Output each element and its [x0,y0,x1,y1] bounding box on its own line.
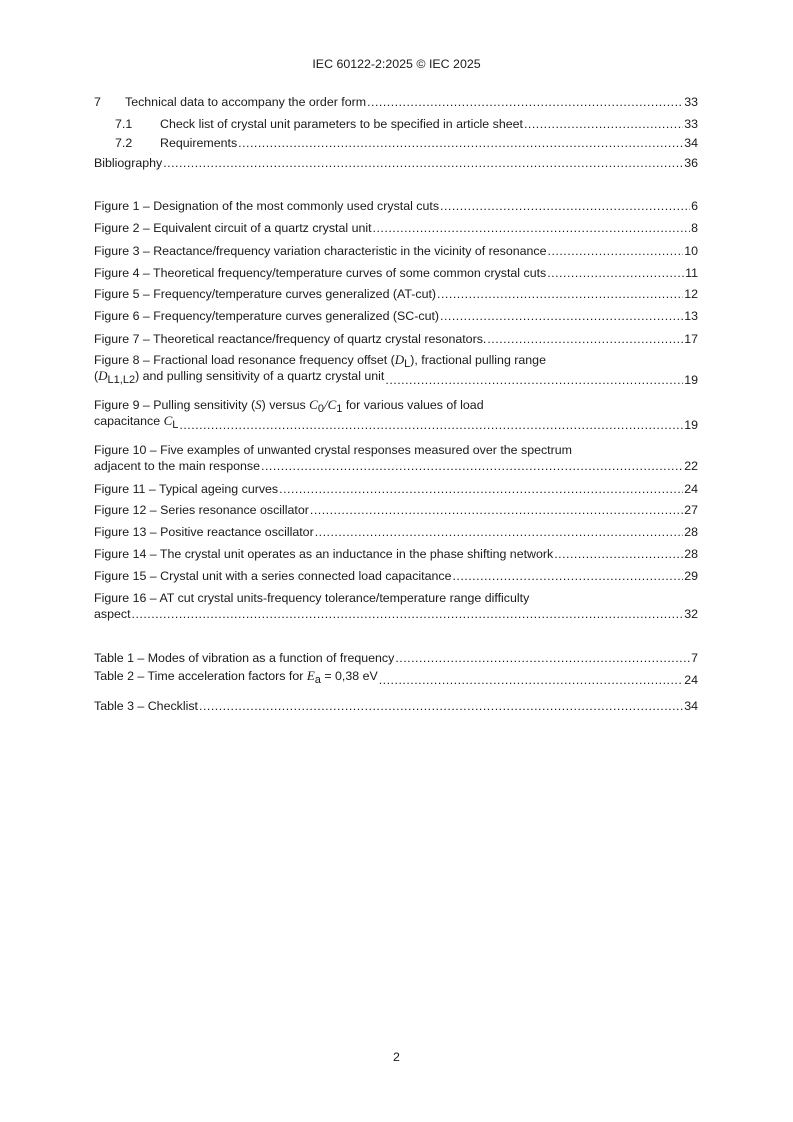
dot-leader [440,198,690,214]
page-number: 36 [684,156,698,170]
toc-entry-figure-16[interactable] [94,590,698,622]
toc-entry-figure-9[interactable] [94,397,698,433]
dot-leader [385,372,683,388]
math-subscript: L [404,358,411,370]
math-symbol: D [394,352,405,367]
label-text: ) and pulling sensitivity of a quartz crystal unit [135,369,385,383]
dot-leader [199,698,683,714]
toc-entry-figure-2[interactable] [94,220,698,236]
dot-leader [440,308,683,324]
math-symbol: / [323,397,328,412]
page-number: 32 [684,607,698,621]
clause-number: 7.2 [115,136,133,150]
math-subscript: 1 [336,403,343,415]
page-number: 19 [684,418,698,432]
math-symbol: D [98,368,108,383]
toc-entry-label: Figure 15 – Crystal unit with a series connected load capacitance [94,569,452,583]
toc-entry-table-1[interactable] [94,650,698,666]
page-number: 11 [685,266,698,280]
toc-entry-label-line-1: Figure 16 – AT cut crystal units-frequency tolerance/temperature range difficulty [94,591,530,605]
page-number: 17 [684,332,698,346]
toc-entry-figure-14[interactable] [94,546,698,562]
dot-leader [373,220,691,236]
toc-entry-figure-6[interactable] [94,308,698,324]
page-number: 24 [684,673,698,687]
dot-leader [132,606,684,622]
clause-title: Requirements [160,136,238,150]
toc-entry-label: Figure 12 – Series resonance oscillator [94,503,309,517]
running-header: IEC 60122-2:2025 © IEC 2025 [312,57,481,71]
dot-leader [179,417,683,433]
dot-leader [310,502,683,518]
toc-entry-clause-7-2[interactable] [94,135,698,151]
toc-entry-label: Figure 6 – Frequency/temperature curves generalized (SC-cut) [94,309,440,323]
label-text: = 0,38 eV [320,669,378,683]
toc-entry-label-line-1 [94,352,698,368]
toc-entry-label: Figure 14 – The crystal unit operates as an inductance in the phase shifting network [94,547,554,561]
toc-entry-label [94,94,366,110]
math-subscript: a [314,674,321,686]
label-text: Figure 9 – Pulling sensitivity ( [94,398,256,412]
toc-entry-figure-1[interactable] [94,198,698,214]
math-symbol: C [309,397,318,412]
toc-entry-label: Figure 3 – Reactance/frequency variation characteristic in the vicinity of resonance [94,244,547,258]
toc-entry-label: Table 1 – Modes of vibration as a function of frequency [94,651,395,665]
dot-leader [547,265,684,281]
page-number: 6 [691,199,698,213]
page-number: 22 [684,459,698,473]
clause-title: Technical data to accompany the order form [125,95,367,109]
math-symbol: E [306,668,315,683]
toc-entry-label: Figure 7 – Theoretical reactance/frequency of quartz crystal resonators. [94,332,487,346]
clause-title: Check list of crystal unit parameters to be specified in article sheet [160,117,523,131]
dot-leader [395,650,690,666]
toc-entry-figure-13[interactable] [94,524,698,540]
dot-leader [452,568,683,584]
dot-leader [163,155,683,171]
toc-entry-label: Figure 11 – Typical ageing curves [94,482,279,496]
page-number: 7 [691,651,698,665]
toc-entry-label: Figure 4 – Theoretical frequency/temperature curves of some common crystal cuts [94,266,547,280]
math-symbol: C [327,397,337,412]
toc-entry-figure-7[interactable] [94,331,698,347]
toc-entry-table-2[interactable] [94,668,698,688]
dot-leader [238,135,683,151]
dot-leader [279,481,683,497]
toc-entry-label: Bibliography [94,156,163,170]
toc-entry-label-line-1 [94,397,698,413]
page-number: 27 [684,503,698,517]
toc-entry-figure-10[interactable] [94,442,698,474]
toc-entry-figure-5[interactable] [94,286,698,302]
toc-entry-clause-7-1[interactable] [94,116,698,132]
dot-leader [367,94,683,110]
page-number: 19 [684,373,698,387]
toc-entry-label [94,668,378,688]
label-text: Table 2 – Time acceleration factors for [94,669,307,683]
math-subscript: L [172,419,179,431]
clause-number: 7 [94,95,101,109]
math-subscript: L1,L2 [107,374,136,386]
label-text: for various values of load [342,398,484,412]
toc-entry-figure-15[interactable] [94,568,698,584]
clause-number: 7.1 [115,117,133,131]
toc-entry-label: Figure 2 – Equivalent circuit of a quartz crystal unit [94,221,372,235]
toc-entry-bibliography[interactable] [94,155,698,171]
toc-entry-figure-12[interactable] [94,502,698,518]
page-number: 28 [684,547,698,561]
math-symbol: C [163,413,173,428]
page-number: 29 [684,569,698,583]
toc-entry-label: Table 3 – Checklist [94,699,198,713]
toc-entry-label [94,135,237,151]
page-number: 10 [684,244,698,258]
toc-entry-figure-11[interactable] [94,481,698,497]
label-text: ) versus [261,398,310,412]
toc-entry-label-line-2 [94,368,384,388]
page-number: 24 [684,482,698,496]
label-text: ( [94,369,99,383]
dot-leader [437,286,683,302]
page-number: 33 [684,117,698,131]
page-number: 13 [684,309,698,323]
page-number: 28 [684,525,698,539]
label-text: ), fractional pulling range [410,353,546,367]
label-text: capacitance [94,414,164,428]
dot-leader [487,331,683,347]
toc-entry-label-line-2: adjacent to the main response [94,459,261,473]
page-number: 8 [691,221,698,235]
math-symbol: S [255,397,262,412]
toc-entry-label-line-1: Figure 10 – Five examples of unwanted crystal responses measured over the spectrum [94,443,572,457]
toc-entry-label [94,116,523,132]
dot-leader [524,116,683,132]
page-number: 12 [684,287,698,301]
page-number: 34 [684,136,698,150]
dot-leader [379,672,683,688]
toc-entry-label: Figure 13 – Positive reactance oscillator [94,525,314,539]
math-subscript: 0 [317,403,324,415]
dot-leader [315,524,684,540]
dot-leader [548,243,684,259]
page-number-footer: 2 [393,1050,400,1064]
toc-entry-label: Figure 5 – Frequency/temperature curves generalized (AT-cut) [94,287,437,301]
page-number: 34 [684,699,698,713]
toc-entry-label-line-2: aspect [94,607,131,621]
dot-leader [261,458,683,474]
toc-entry-figure-3[interactable] [94,243,698,259]
toc-entry-figure-8[interactable] [94,352,698,388]
dot-leader [554,546,683,562]
toc-entry-clause-7[interactable] [94,94,698,110]
label-text: Figure 8 – Fractional load resonance frequency offset ( [94,353,395,367]
toc-entry-label: Figure 1 – Designation of the most commonly used crystal cuts [94,199,440,213]
toc-entry-label-line-2 [94,413,178,433]
page-number: 33 [684,95,698,109]
toc-entry-figure-4[interactable] [94,265,698,281]
toc-entry-table-3[interactable] [94,698,698,714]
